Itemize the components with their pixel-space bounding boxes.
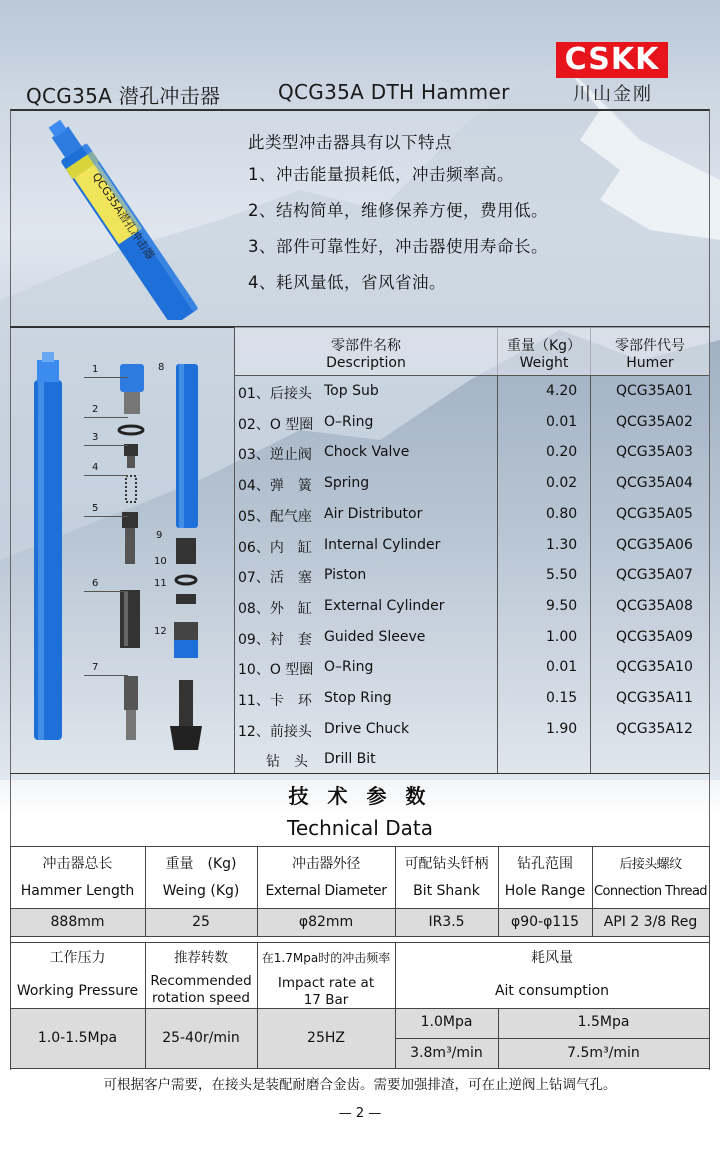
part-name: Internal Cylinder (324, 536, 441, 553)
part-name: Air Distributor (324, 505, 423, 522)
technical-data-table (10, 846, 710, 1068)
parts-row (236, 561, 708, 591)
part-label: 5 (92, 503, 99, 514)
parts-header-code (591, 338, 709, 372)
part-label: 1 (92, 364, 99, 375)
part-code: QCG35A12 (616, 720, 693, 737)
part-code: QCG35A07 (616, 567, 693, 584)
header-weight-cn: 重量（Kg） (506, 338, 582, 354)
val-connection-thread: API 2 3/8 Reg (603, 914, 698, 930)
part-weight: 1.90 (546, 720, 578, 737)
hdr-weight: 重量 (Kg) Weing (Kg) (162, 856, 240, 899)
part-name: O–Ring (324, 413, 374, 430)
technical-title-en: Technical Data (287, 816, 433, 840)
parts-row (236, 684, 708, 714)
val-external-diameter: φ82mm (298, 914, 354, 930)
val-air-pressure-2: 1.5Mpa (577, 1014, 630, 1030)
part-weight: 1.30 (546, 536, 578, 553)
part-name: Spring (324, 475, 370, 492)
leader-line (84, 377, 128, 378)
hdr-hammer-length: 冲击器总长 Hammer Length (20, 856, 135, 899)
features-title: 此类型冲击器具有以下特点 (248, 133, 452, 152)
part-label: 2 (92, 404, 99, 415)
val-air-volume-2: 7.5m³/min (567, 1045, 640, 1061)
parts-row (236, 653, 708, 683)
brand-name-cn: 川山金刚 (573, 84, 653, 105)
part-number: 05、配气座 (238, 508, 312, 525)
part-weight: 0.15 (546, 690, 578, 706)
part-number: 02、O 型圈 (238, 416, 314, 433)
val-working-pressure: 1.0-1.5Mpa (37, 1030, 118, 1046)
val-weight: 25 (192, 914, 210, 930)
part-weight: 5.50 (546, 567, 578, 584)
parts-left-border (234, 327, 235, 773)
parts-row (236, 623, 708, 653)
header-code-cn: 零部件代号 (615, 338, 685, 354)
part-weight: 0.01 (546, 413, 578, 430)
hdr-rotation-speed: 推荐转数 Recommended rotation speed (150, 950, 252, 1006)
header-code-en: Humer (626, 355, 674, 371)
part-code: QCG35A09 (616, 628, 693, 645)
exploded-parts-illustration (12, 330, 232, 770)
part-code: QCG35A11 (616, 690, 693, 706)
hdr-connection-thread: 后接头螺纹 Connection Thread (594, 857, 707, 899)
part-code: QCG35A03 (616, 444, 693, 461)
cskk-logo: CSKK (556, 42, 668, 78)
parts-row (236, 469, 708, 499)
part-number: 08、外 缸 (238, 600, 312, 617)
part-label: 10 (154, 556, 167, 567)
hammer-label: QCG35A潜孔冲击器 (89, 170, 157, 262)
parts-row (236, 500, 708, 530)
part-number: 03、逆止阀 (238, 447, 312, 464)
part-code: QCG35A08 (616, 597, 693, 614)
val-impact-rate: 25HZ (307, 1030, 345, 1046)
technical-title-cn: 技 术 参 数 (288, 784, 432, 808)
val-rotation-speed: 25-40r/min (162, 1030, 240, 1046)
part-weight: 0.01 (546, 659, 578, 676)
feature-item: 1、冲击能量损耗低，冲击频率高。 (248, 165, 514, 184)
part-name: External Cylinder (324, 597, 445, 614)
part-label: 7 (92, 662, 99, 673)
hdr-air-consumption: 耗风量 Ait consumption (494, 950, 610, 999)
part-name: Stop Ring (324, 690, 392, 706)
part-weight: 0.80 (546, 505, 578, 522)
hdr-bit-shank: 可配钻头钎柄 Bit Shank (404, 856, 489, 899)
parts-row (236, 377, 708, 407)
footer-note: 可根据客户需要，在接头是装配耐磨合金齿。需要加强排渣，可在止逆阀上钻调气孔。 (103, 1077, 617, 1093)
part-label: 3 (92, 432, 99, 443)
val-bit-shank: IR3.5 (428, 914, 465, 930)
divider-top (10, 109, 710, 111)
parts-row (236, 408, 708, 438)
feature-item: 4、耗风量低，省风省油。 (248, 273, 446, 292)
hdr-external-diameter: 冲击器外径 External Diameter (265, 856, 387, 899)
header-desc-en: Description (326, 355, 406, 371)
val-hole-range: φ90-φ115 (510, 914, 580, 930)
leader-line (84, 675, 128, 676)
part-label: 6 (92, 578, 99, 589)
part-weight: 1.00 (546, 628, 578, 645)
parts-header-weight (498, 338, 590, 372)
part-code: QCG35A05 (616, 505, 693, 522)
part-weight: 0.20 (546, 444, 578, 461)
part-label: 9 (156, 530, 163, 541)
part-number: 09、衬 套 (238, 631, 312, 648)
part-number: 07、活 塞 (238, 570, 312, 587)
part-label: 11 (154, 578, 167, 589)
part-name: Drill Bit (324, 751, 376, 768)
parts-header-line (235, 375, 709, 376)
hammer-illustration (20, 120, 240, 320)
part-number: 钻 头 (238, 754, 308, 771)
parts-row (236, 715, 708, 745)
part-number: 01、后接头 (238, 386, 312, 402)
parts-row (236, 592, 708, 622)
leader-line (84, 516, 128, 517)
part-name: Top Sub (324, 383, 379, 399)
part-label: 12 (154, 626, 167, 637)
leader-line (84, 475, 128, 476)
part-number: 04、弹 簧 (238, 478, 312, 495)
hdr-working-pressure: 工作压力 Working Pressure (16, 950, 139, 999)
part-name: Drive Chuck (324, 720, 410, 737)
features-list (248, 130, 548, 304)
part-code: QCG35A02 (616, 413, 693, 430)
part-weight: 9.50 (546, 597, 578, 614)
leader-line (84, 417, 128, 418)
parts-header-desc (235, 338, 497, 372)
page-header (0, 0, 720, 112)
hdr-hole-range: 钻孔范围 Hole Range (504, 856, 586, 899)
header-weight-en: Weight (519, 355, 569, 371)
feature-item: 2、结构简单，维修保养方便，费用低。 (248, 201, 548, 220)
parts-row (236, 745, 708, 775)
leader-line (84, 591, 128, 592)
header-desc-cn: 零部件名称 (331, 338, 401, 354)
part-label: 4 (92, 462, 99, 473)
part-code: QCG35A04 (616, 475, 693, 492)
part-number: 12、前接头 (238, 723, 312, 740)
part-name: O–Ring (324, 659, 374, 676)
val-air-volume-1: 3.8m³/min (410, 1045, 483, 1061)
part-name: Piston (324, 567, 367, 584)
part-name: Chock Valve (324, 444, 410, 461)
part-weight: 4.20 (546, 383, 578, 399)
part-number: 06、内 缸 (238, 539, 312, 556)
part-label: 8 (158, 362, 165, 373)
part-code: QCG35A10 (616, 659, 693, 676)
divider-technical (10, 773, 710, 774)
part-code: QCG35A06 (616, 536, 693, 553)
feature-item: 3、部件可靠性好，冲击器使用寿命长。 (248, 237, 548, 256)
page-number: — 2 — (338, 1106, 382, 1121)
val-hammer-length: 888mm (50, 914, 105, 930)
part-code: QCG35A01 (616, 383, 693, 399)
part-name: Guided Sleeve (324, 628, 426, 645)
hdr-impact-rate: 在1.7Mpa时的冲击频率 Impact rate at 17 Bar (261, 951, 391, 1008)
title-en: QCG35A DTH Hammer (278, 80, 510, 104)
leader-line (84, 445, 128, 446)
val-air-pressure-1: 1.0Mpa (420, 1014, 473, 1030)
parts-row (236, 438, 708, 468)
part-number: 11、卡 环 (238, 693, 312, 709)
part-number: 10、O 型圈 (238, 662, 314, 679)
parts-row (236, 531, 708, 561)
title-cn: QCG35A 潜孔冲击器 (26, 84, 221, 108)
part-weight: 0.02 (546, 475, 578, 492)
